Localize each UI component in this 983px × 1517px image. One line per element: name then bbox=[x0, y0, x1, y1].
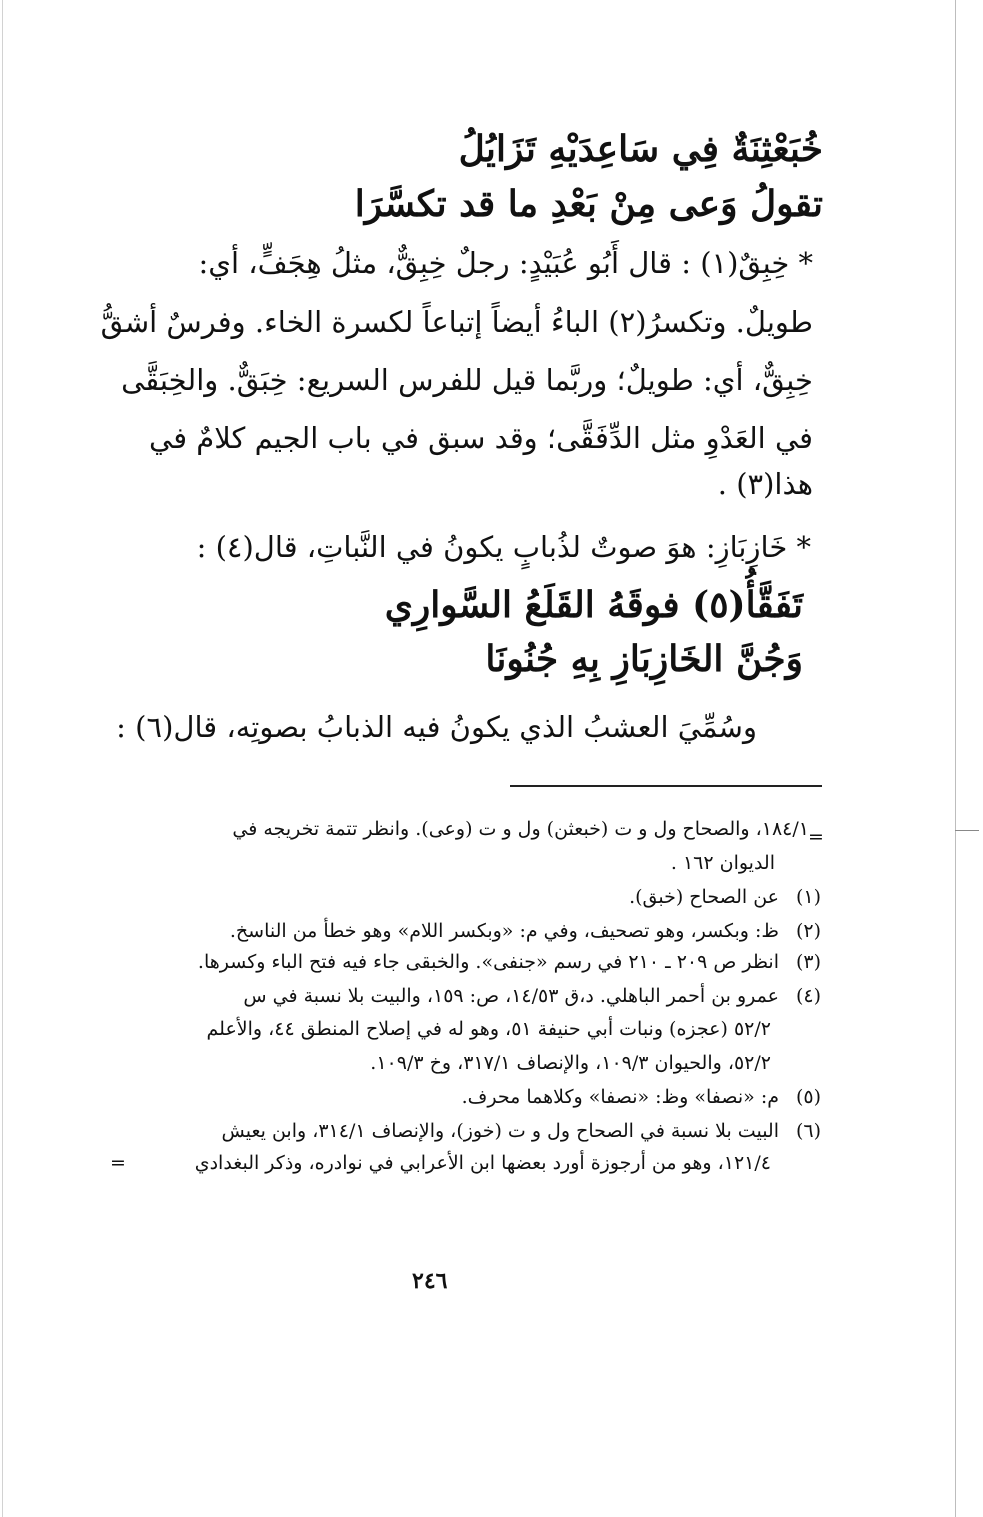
paragraph-line-5: هذا(٣) . bbox=[717, 467, 813, 501]
verse-line-3: تَفَقَّأُ(٥) فوقَهُ القَلَعُ السَّوارِي bbox=[384, 584, 803, 626]
footnote-text: البيت بلا نسبة في الصحاح ول و ت (خوز)، والإنصاف ٣١٤/١، وابن يعيش bbox=[221, 1120, 779, 1142]
footnote-continuation-marker: = bbox=[808, 826, 824, 848]
footnote-1 bbox=[629, 886, 821, 908]
footnote-text: عن الصحاح (خبق). bbox=[629, 886, 779, 908]
paragraph-line-3: خِبِقٌّ، أي: طويلٌ؛ وربَّما قيل للفرس السريع: خِبَقٌّ. والخِبَقَّى bbox=[121, 363, 813, 397]
footnote-continuation-line-1: ١٨٤/١، والصحاح ول و ت (خبعثن) ول و ت (وعى). وانظر تتمة تخريجه في bbox=[232, 818, 809, 840]
footnote-number: (٦) bbox=[795, 1120, 821, 1142]
after-verse-line: وسُمِّيَ العشبُ الذي يكونُ فيه الذبابُ بصوتِه، قال(٦) : bbox=[116, 710, 757, 744]
footnote-text: ظ: وبكسر، وهو تصحيف، وفي م: «وبكسر اللام» وهو خطأ من الناسخ. bbox=[229, 920, 779, 942]
verse-line-4: وَجُنَّ الخَازِبَازِ بِهِ جُنُونَا bbox=[485, 638, 803, 680]
scan-edge-left bbox=[2, 0, 3, 1517]
footnote-continuation-line-2: الديوان ١٦٢ . bbox=[670, 852, 775, 874]
footnote-number: (٣) bbox=[795, 951, 821, 973]
paragraph-line-1: * خِبِقٌ(١) : قال أَبُو عُبَيْدٍ: رجلٌ خِبِقٌّ، مثلُ هِجَفٍّ، أي: bbox=[198, 246, 813, 280]
footnote-5 bbox=[462, 1086, 821, 1108]
margin-tick bbox=[955, 830, 979, 831]
footnote-text: عمرو بن أحمر الباهلي. د،ق ١٤/٥٣، ص: ١٥٩، والبيت بلا نسبة في س bbox=[243, 985, 779, 1007]
footnote-text: م: «نصفا» وظ: «نصفا» وكلاهما محرف. bbox=[461, 1086, 779, 1108]
verse-line-2: تقولُ وَعى مِنْ بَعْدِ ما قد تكسَّرَا bbox=[354, 183, 823, 225]
footnote-text: انظر ص ٢٠٩ ـ ٢١٠ في رسم «جنفى». والخبقى جاء فيه فتح الباء وكسرها. bbox=[197, 951, 779, 973]
footnote-4-line-2: ٥٢/٢ (عجزه) ونبات أبي حنيفة ٥١، وهو له في إصلاح المنطق ٤٤، والأعلم bbox=[206, 1018, 771, 1040]
footnote-trailing-marker: = bbox=[110, 1152, 126, 1174]
scan-edge-right bbox=[955, 0, 956, 1517]
paragraph-line-2: طويلٌ. وتكسرُ(٢) الباءُ أيضاً إتباعاً لكسرة الخاء. وفرسٌ أشقُّ bbox=[100, 305, 813, 339]
footnote-6-line-2: ١٢١/٤، وهو من أرجوزة أورد بعضها ابن الأعرابي في نوادره، وذكر البغدادي bbox=[194, 1152, 771, 1174]
footnote-number: (٥) bbox=[795, 1086, 821, 1108]
footnote-4-line-3: ٥٢/٢، والحيوان ١٠٩/٣، والإنصاف ٣١٧/١، وخ ١٠٩/٣. bbox=[370, 1052, 771, 1074]
entry-khazibaz: * خَازِبَازِ: هوَ صوتٌ لذُبابٍ يكونُ في النَّباتِ، قال(٤) : bbox=[196, 530, 811, 564]
verse-line-1: خُبَعْثِنَةٌ فِي سَاعِدَيْهِ تَزَايُلُ bbox=[458, 128, 823, 170]
footnote-number: (٢) bbox=[795, 920, 821, 942]
footnote-number: (٤) bbox=[795, 985, 821, 1007]
footnote-3 bbox=[198, 951, 821, 973]
footnote-rule bbox=[510, 785, 822, 787]
footnote-number: (١) bbox=[795, 886, 821, 908]
footnote-4 bbox=[243, 985, 821, 1007]
footnote-6 bbox=[222, 1120, 822, 1142]
footnote-2 bbox=[230, 920, 821, 942]
page-number: ٢٤٦ bbox=[412, 1268, 448, 1294]
paragraph-line-4: في العَدْوِ مثل الدِّفَقَّى؛ وقد سبق في باب الجيم كلامٌ في bbox=[149, 421, 813, 455]
